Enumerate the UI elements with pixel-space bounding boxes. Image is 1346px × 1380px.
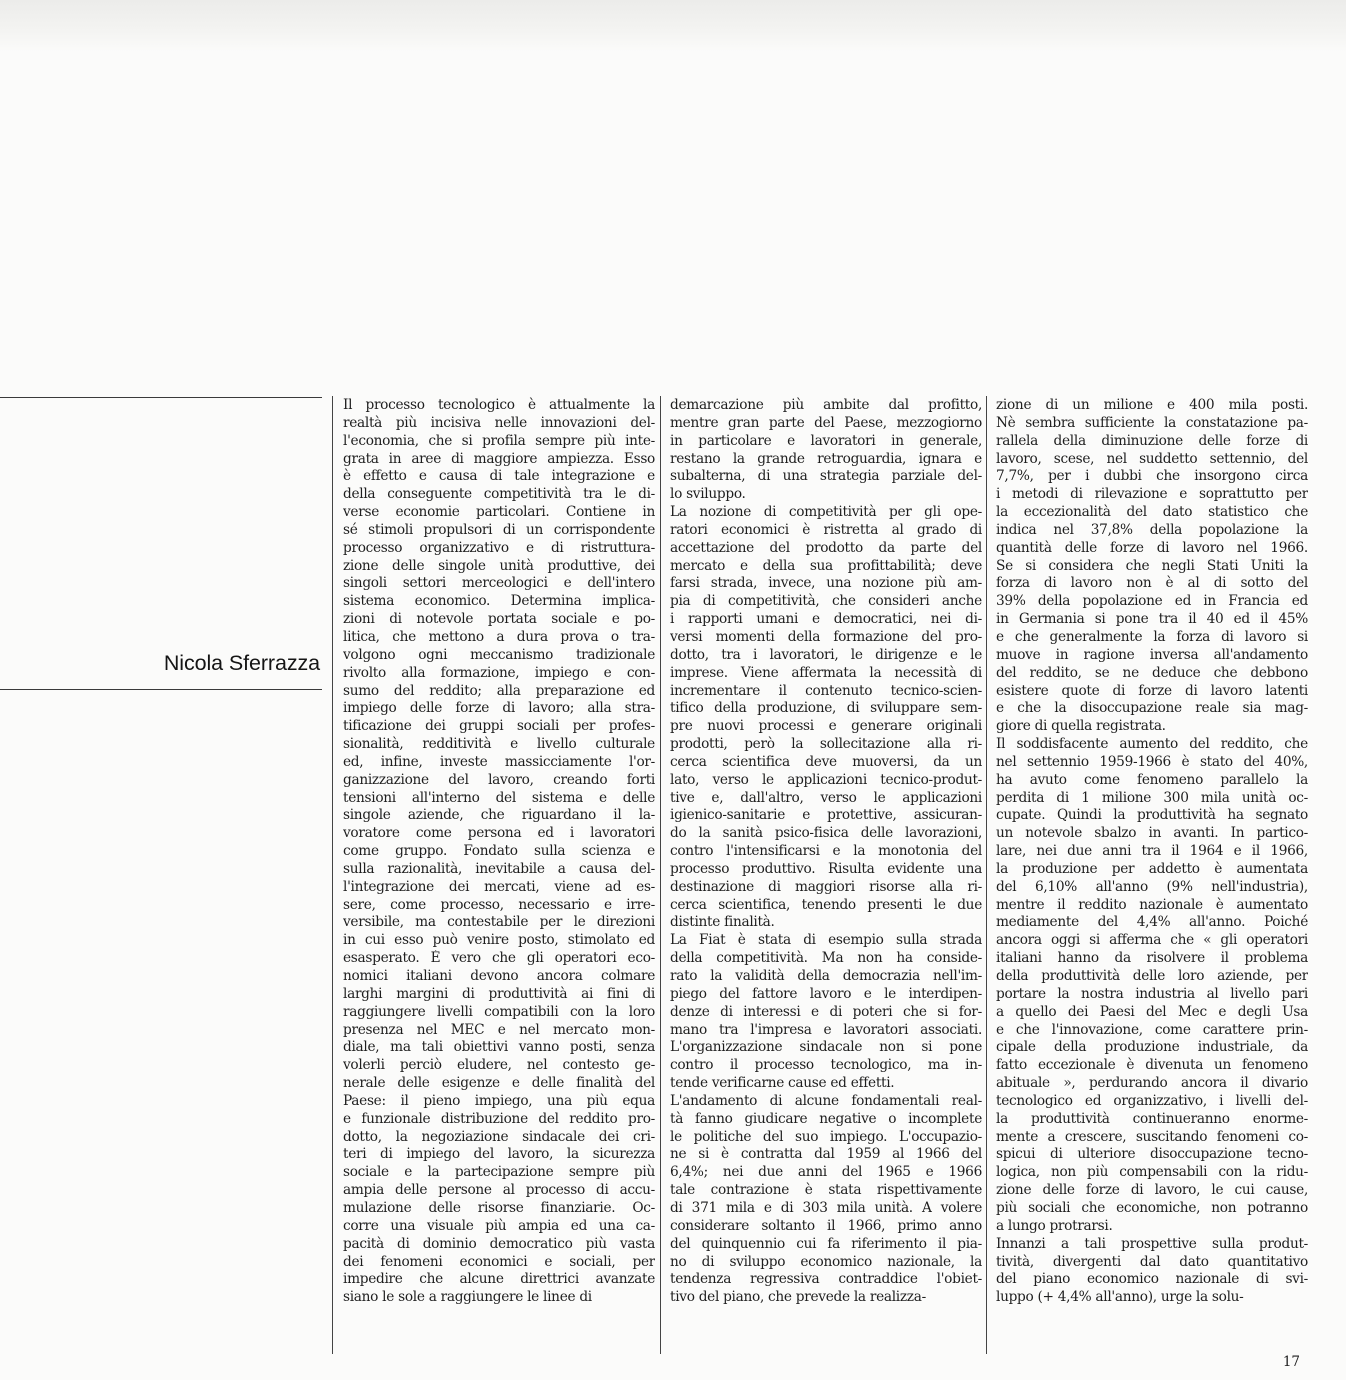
text-line: come gruppo. Fondato sulla scienza e [343, 843, 655, 860]
text-line: contro il processo tecnologico, ma in- [670, 1057, 982, 1074]
text-line: restano la grande retroguardia, ignara e [670, 450, 982, 467]
text-line: accettazione del prodotto da parte del [670, 539, 982, 556]
text-line: tività, divergenti dal dato quantitativo [996, 1253, 1308, 1270]
text-line: del piano economico nazionale di svi- [996, 1271, 1308, 1288]
text-line: forza di lavoro non è al di sotto del [996, 575, 1308, 592]
text-line: sulla razionalità, inevitabile a causa del- [343, 860, 655, 877]
text-line: versibile, ma contestabile per le direzioni [343, 914, 655, 931]
text-column-1 [343, 397, 655, 1307]
text-line: dotto, tra i lavoratori, le dirigenze e le [670, 646, 982, 663]
text-line: 39% della popolazione ed in Francia ed [996, 593, 1308, 610]
text-line: è effetto e causa di tale integrazione e [343, 468, 655, 485]
text-line: Il processo tecnologico è attualmente la [343, 397, 655, 413]
text-line: imprese. Viene affermata la necessità di [670, 664, 982, 681]
scan-top-band [0, 0, 1346, 52]
text-line: rato la validità della democrazia nell'im- [670, 968, 982, 984]
column-rule-2 [660, 396, 661, 1354]
text-line: volgono ogni meccanismo tradizionale [343, 646, 655, 663]
text-line: ne si è contratta dal 1959 al 1966 del [670, 1146, 982, 1163]
text-line: mentre gran parte del Paese, mezzogiorno [670, 414, 982, 431]
text-line: lo sviluppo. [670, 486, 746, 503]
text-line: lato, verso le applicazioni tecnico-produt- [670, 771, 982, 788]
text-line: zione delle forze di lavoro, le cui cause, [996, 1182, 1308, 1199]
text-line: larghi margini di produttività ai fini di [343, 985, 655, 1002]
text-line: mano tra l'impresa e lavoratori associati. [670, 1021, 982, 1038]
text-line: demarcazione più ambite dal profitto, [670, 397, 982, 413]
text-line: destinazione di maggiori risorse alla ri- [670, 878, 982, 895]
text-line: tifico della produzione, di sviluppare sem- [670, 700, 982, 717]
text-line: i rapporti umani e democratici, nei di- [670, 611, 982, 628]
text-line: mercato e della sua profittabilità; deve [670, 557, 982, 574]
text-line: della conseguente competitività tra le di- [343, 486, 655, 503]
text-line: diale, ma tali obiettivi vanno posti, senza [343, 1039, 655, 1056]
text-line: processo produttivo. Risulta evidente una [670, 860, 982, 877]
text-line: esistere quote di forze di lavoro latenti [996, 682, 1308, 699]
text-line: la eccezionalità del dato statistico che [996, 504, 1308, 521]
text-line: lare, nei due anni tra il 1964 e il 1966, [996, 843, 1308, 860]
text-line: e che l'innovazione, come carattere prin- [996, 1021, 1308, 1038]
text-line: sere, come processo, necessario e irre- [343, 896, 655, 913]
text-line: di 371 mila e di 303 mila unità. A volere [670, 1199, 982, 1216]
text-line: tive e, dall'altro, verso le applicazioni [670, 789, 982, 806]
text-line: singole aziende, che riguardano il la- [343, 807, 655, 824]
text-line: L'andamento di alcune fondamentali real- [670, 1092, 982, 1109]
text-line: sionalità, redditività e livello culturale [343, 736, 655, 753]
text-line: zione di un milione e 400 mila posti. [996, 397, 1308, 413]
text-line: sé stimoli propulsori di un corrispondente [343, 521, 655, 538]
text-line: distinte finalità. [670, 914, 775, 931]
text-line: tificazione dei gruppi sociali per profes- [343, 718, 655, 735]
text-line: pia di competitività, che consideri anche [670, 593, 982, 610]
column-rule-1 [332, 396, 333, 1354]
text-line: Se si considera che negli Stati Uniti la [996, 557, 1308, 574]
text-line: verse economie particolari. Contiene in [343, 504, 655, 521]
text-line: rivolto alla formazione, impiego e con- [343, 664, 655, 681]
text-line: della produttività delle loro aziende, per [996, 968, 1308, 984]
text-line: denze di interessi e di poteri che si for- [670, 1003, 982, 1020]
text-line: dei fenomeni economici e sociali, per [343, 1253, 655, 1270]
text-line: versi momenti della formazione del pro- [670, 628, 982, 645]
text-line: subalterna, di una strategia parziale del- [670, 468, 982, 485]
text-line: e che generalmente la forza di lavoro si [996, 628, 1308, 645]
text-line: 6,4%; nei due anni del 1965 e 1966 [670, 1164, 982, 1181]
author-name: Nicola Sferrazza [163, 651, 320, 675]
text-line: a quello dei Paesi del Mec e degli Usa [996, 1003, 1308, 1020]
text-line: no di sviluppo economico nazionale, la [670, 1253, 982, 1270]
text-line: tale contrazione è stata rispettivamente [670, 1182, 982, 1199]
text-line: ancora oggi si afferma che « gli operatori [996, 932, 1308, 949]
text-line: la produttività continueranno enorme- [996, 1110, 1308, 1127]
column-rule-3 [986, 396, 987, 1354]
text-line: la produzione per addetto è aumentata [996, 860, 1308, 877]
text-line: mediamente del 4,4% all'anno. Poiché [996, 914, 1308, 931]
text-line: tecnologico ed organizzativo, i livelli del- [996, 1092, 1308, 1109]
text-line: in cui esso può venire posto, stimolato ed [343, 932, 655, 949]
text-line: ampia delle persone al processo di accu- [343, 1182, 655, 1199]
text-line: realtà più incisiva nelle innovazioni del- [343, 414, 655, 431]
text-line: voratore come persona ed i lavoratori [343, 825, 655, 842]
text-line: nerale delle esigenze e delle finalità del [343, 1075, 655, 1092]
text-line: igienico-sanitarie e protettive, assicuran- [670, 807, 982, 824]
text-line: corre una visuale più ampia ed una ca- [343, 1217, 655, 1234]
text-line: abituale », perdurando ancora il divario [996, 1075, 1308, 1092]
text-line: considerare soltanto il 1966, primo anno [670, 1217, 982, 1234]
text-line: e funzionale distribuzione del reddito pro- [343, 1110, 655, 1127]
text-line: le politiche del suo impiego. L'occupazio- [670, 1128, 982, 1145]
text-line: tà fanno giudicare negative o incomplete [670, 1110, 982, 1127]
text-line: della competitività. Ma non ha conside- [670, 950, 982, 967]
text-line: fatto eccezionale è divenuta un fenomeno [996, 1057, 1308, 1074]
text-line: incrementare il contenuto tecnico-scien- [670, 682, 982, 699]
text-line: volerli perciò eludere, nel contesto ge- [343, 1057, 655, 1074]
text-line: cipale della produzione industriale, da [996, 1039, 1308, 1056]
text-line: lavoro, scese, nel suddetto settennio, del [996, 450, 1308, 467]
text-line: sumo del reddito; alla preparazione ed [343, 682, 655, 699]
text-line: l'integrazione dei mercati, viene ad es- [343, 878, 655, 895]
text-line: sociale e la partecipazione sempre più [343, 1164, 655, 1181]
text-line: piego del fattore lavoro e le interdipen- [670, 985, 982, 1002]
text-line: pacità di dominio democratico più vasta [343, 1235, 655, 1252]
text-line: ed, infine, investe massicciamente l'or- [343, 753, 655, 770]
text-line: sistema economico. Determina implica- [343, 593, 655, 610]
author-rule-bottom [0, 689, 322, 690]
text-line: singoli settori merceologici e dell'intero [343, 575, 655, 592]
text-line: esasperato. È vero che gli operatori eco- [343, 950, 655, 967]
text-line: l'economia, che si profila sempre più inte- [343, 432, 655, 449]
text-line: mente a crescere, suscitando fenomeni co- [996, 1128, 1308, 1145]
text-line: i metodi di rilevazione e soprattutto per [996, 486, 1308, 503]
text-line: ganizzazione del lavoro, creando forti [343, 771, 655, 788]
text-line: logica, non più compensabili con la ridu- [996, 1164, 1308, 1181]
text-line: Il soddisfacente aumento del reddito, che [996, 736, 1308, 753]
text-line: tensioni all'interno del sistema e delle [343, 789, 655, 806]
text-line: a lungo protrarsi. [996, 1217, 1113, 1234]
text-line: pre nuovi processi e generare originali [670, 718, 982, 735]
text-line: muove in ragione inversa all'andamento [996, 646, 1308, 663]
text-line: do la sanità psico-fisica delle lavorazioni, [670, 825, 982, 842]
text-line: portare la nostra industria al livello pari [996, 985, 1308, 1002]
text-line: mulazione delle risorse finanziarie. Oc- [343, 1199, 655, 1216]
text-line: impiego delle forze di lavoro; alla stra- [343, 700, 655, 717]
text-column-2 [670, 397, 982, 1307]
text-column-3 [996, 397, 1308, 1307]
text-line: perdita di 1 milione 300 mila unità oc- [996, 789, 1308, 806]
text-line: raggiungere livelli compatibili con la loro [343, 1003, 655, 1020]
text-line: siano le sole a raggiungere le linee di [343, 1289, 592, 1306]
text-line: cerca scientifica, tenendo presenti le due [670, 896, 982, 913]
text-line: mentre il reddito nazionale è aumentato [996, 896, 1308, 913]
text-line: teri di impiego del lavoro, la sicurezza [343, 1146, 655, 1163]
text-line: ratori economici è ristretta al grado di [670, 521, 982, 538]
text-line: impedire che alcune direttrici avanzate [343, 1271, 655, 1288]
text-line: litica, che mettono a dura prova o tra- [343, 628, 655, 645]
text-line: giore di quella registrata. [996, 718, 1166, 735]
text-line: Paese: il pieno impiego, una più equa [343, 1092, 655, 1109]
text-line: tivo del piano, che prevede la realizza- [670, 1289, 926, 1306]
text-line: in particolare e lavoratori in generale, [670, 432, 982, 449]
text-line: Innanzi a tali prospettive sulla produt- [996, 1235, 1308, 1252]
text-line: e che la disoccupazione reale sia mag- [996, 700, 1308, 717]
text-line: cerca scientifica deve muoversi, da un [670, 753, 982, 770]
text-line: zioni di notevole portata sociale e po- [343, 611, 655, 628]
author-rule-top [0, 397, 322, 398]
text-line: grata in aree di maggiore ampiezza. Esso [343, 450, 655, 467]
text-line: nomici italiani devono ancora colmare [343, 968, 655, 984]
text-line: in Germania si pone tra il 40 ed il 45% [996, 611, 1308, 628]
text-line: del 6,10% all'anno (9% nell'industria), [996, 878, 1308, 895]
text-line: cupate. Quindi la produttività ha segnato [996, 807, 1308, 824]
text-line: del quinquennio cui fa riferimento il pia- [670, 1235, 982, 1252]
text-line: 7,7%, per i dubbi che insorgono circa [996, 468, 1308, 485]
text-line: rallela della diminuzione delle forze di [996, 432, 1308, 449]
text-line: Nè sembra sufficiente la constatazione pa- [996, 414, 1308, 431]
text-line: processo organizzativo e di ristruttura- [343, 539, 655, 556]
text-line: italiani hanno da risolvere il problema [996, 950, 1308, 967]
text-line: ha avuto come fenomeno parallelo la [996, 771, 1308, 788]
text-line: presenza nel MEC e nel mercato mon- [343, 1021, 655, 1038]
text-line: zione delle singole unità produttive, dei [343, 557, 655, 574]
text-line: nel settennio 1959-1966 è stato del 40%, [996, 753, 1308, 770]
text-line: prodotti, però la sollecitazione alla ri- [670, 736, 982, 753]
text-line: quantità delle forze di lavoro nel 1966. [996, 539, 1308, 556]
text-line: tende verificarne cause ed effetti. [670, 1075, 895, 1092]
text-line: luppo (+ 4,4% all'anno), urge la solu- [996, 1289, 1244, 1306]
text-line: tendenza regressiva contraddice l'obiet- [670, 1271, 982, 1288]
text-line: dotto, la negoziazione sindacale dei cri- [343, 1128, 655, 1145]
text-line: La Fiat è stata di esempio sulla strada [670, 932, 982, 949]
page-number: 17 [1282, 1354, 1300, 1370]
text-line: L'organizzazione sindacale non si pone [670, 1039, 982, 1056]
text-line: farsi strada, invece, una nozione più am- [670, 575, 982, 592]
text-line: spicui di ulteriore disoccupazione tecno- [996, 1146, 1308, 1163]
text-line: indica nel 37,8% della popolazione la [996, 521, 1308, 538]
text-line: un notevole sbalzo in avanti. In partico- [996, 825, 1308, 842]
text-line: La nozione di competitività per gli ope- [670, 504, 982, 521]
text-line: più sociali che economiche, non potranno [996, 1199, 1308, 1216]
text-line: del reddito, se ne deduce che debbono [996, 664, 1308, 681]
text-line: contro l'intensificarsi e la monotonia del [670, 843, 982, 860]
